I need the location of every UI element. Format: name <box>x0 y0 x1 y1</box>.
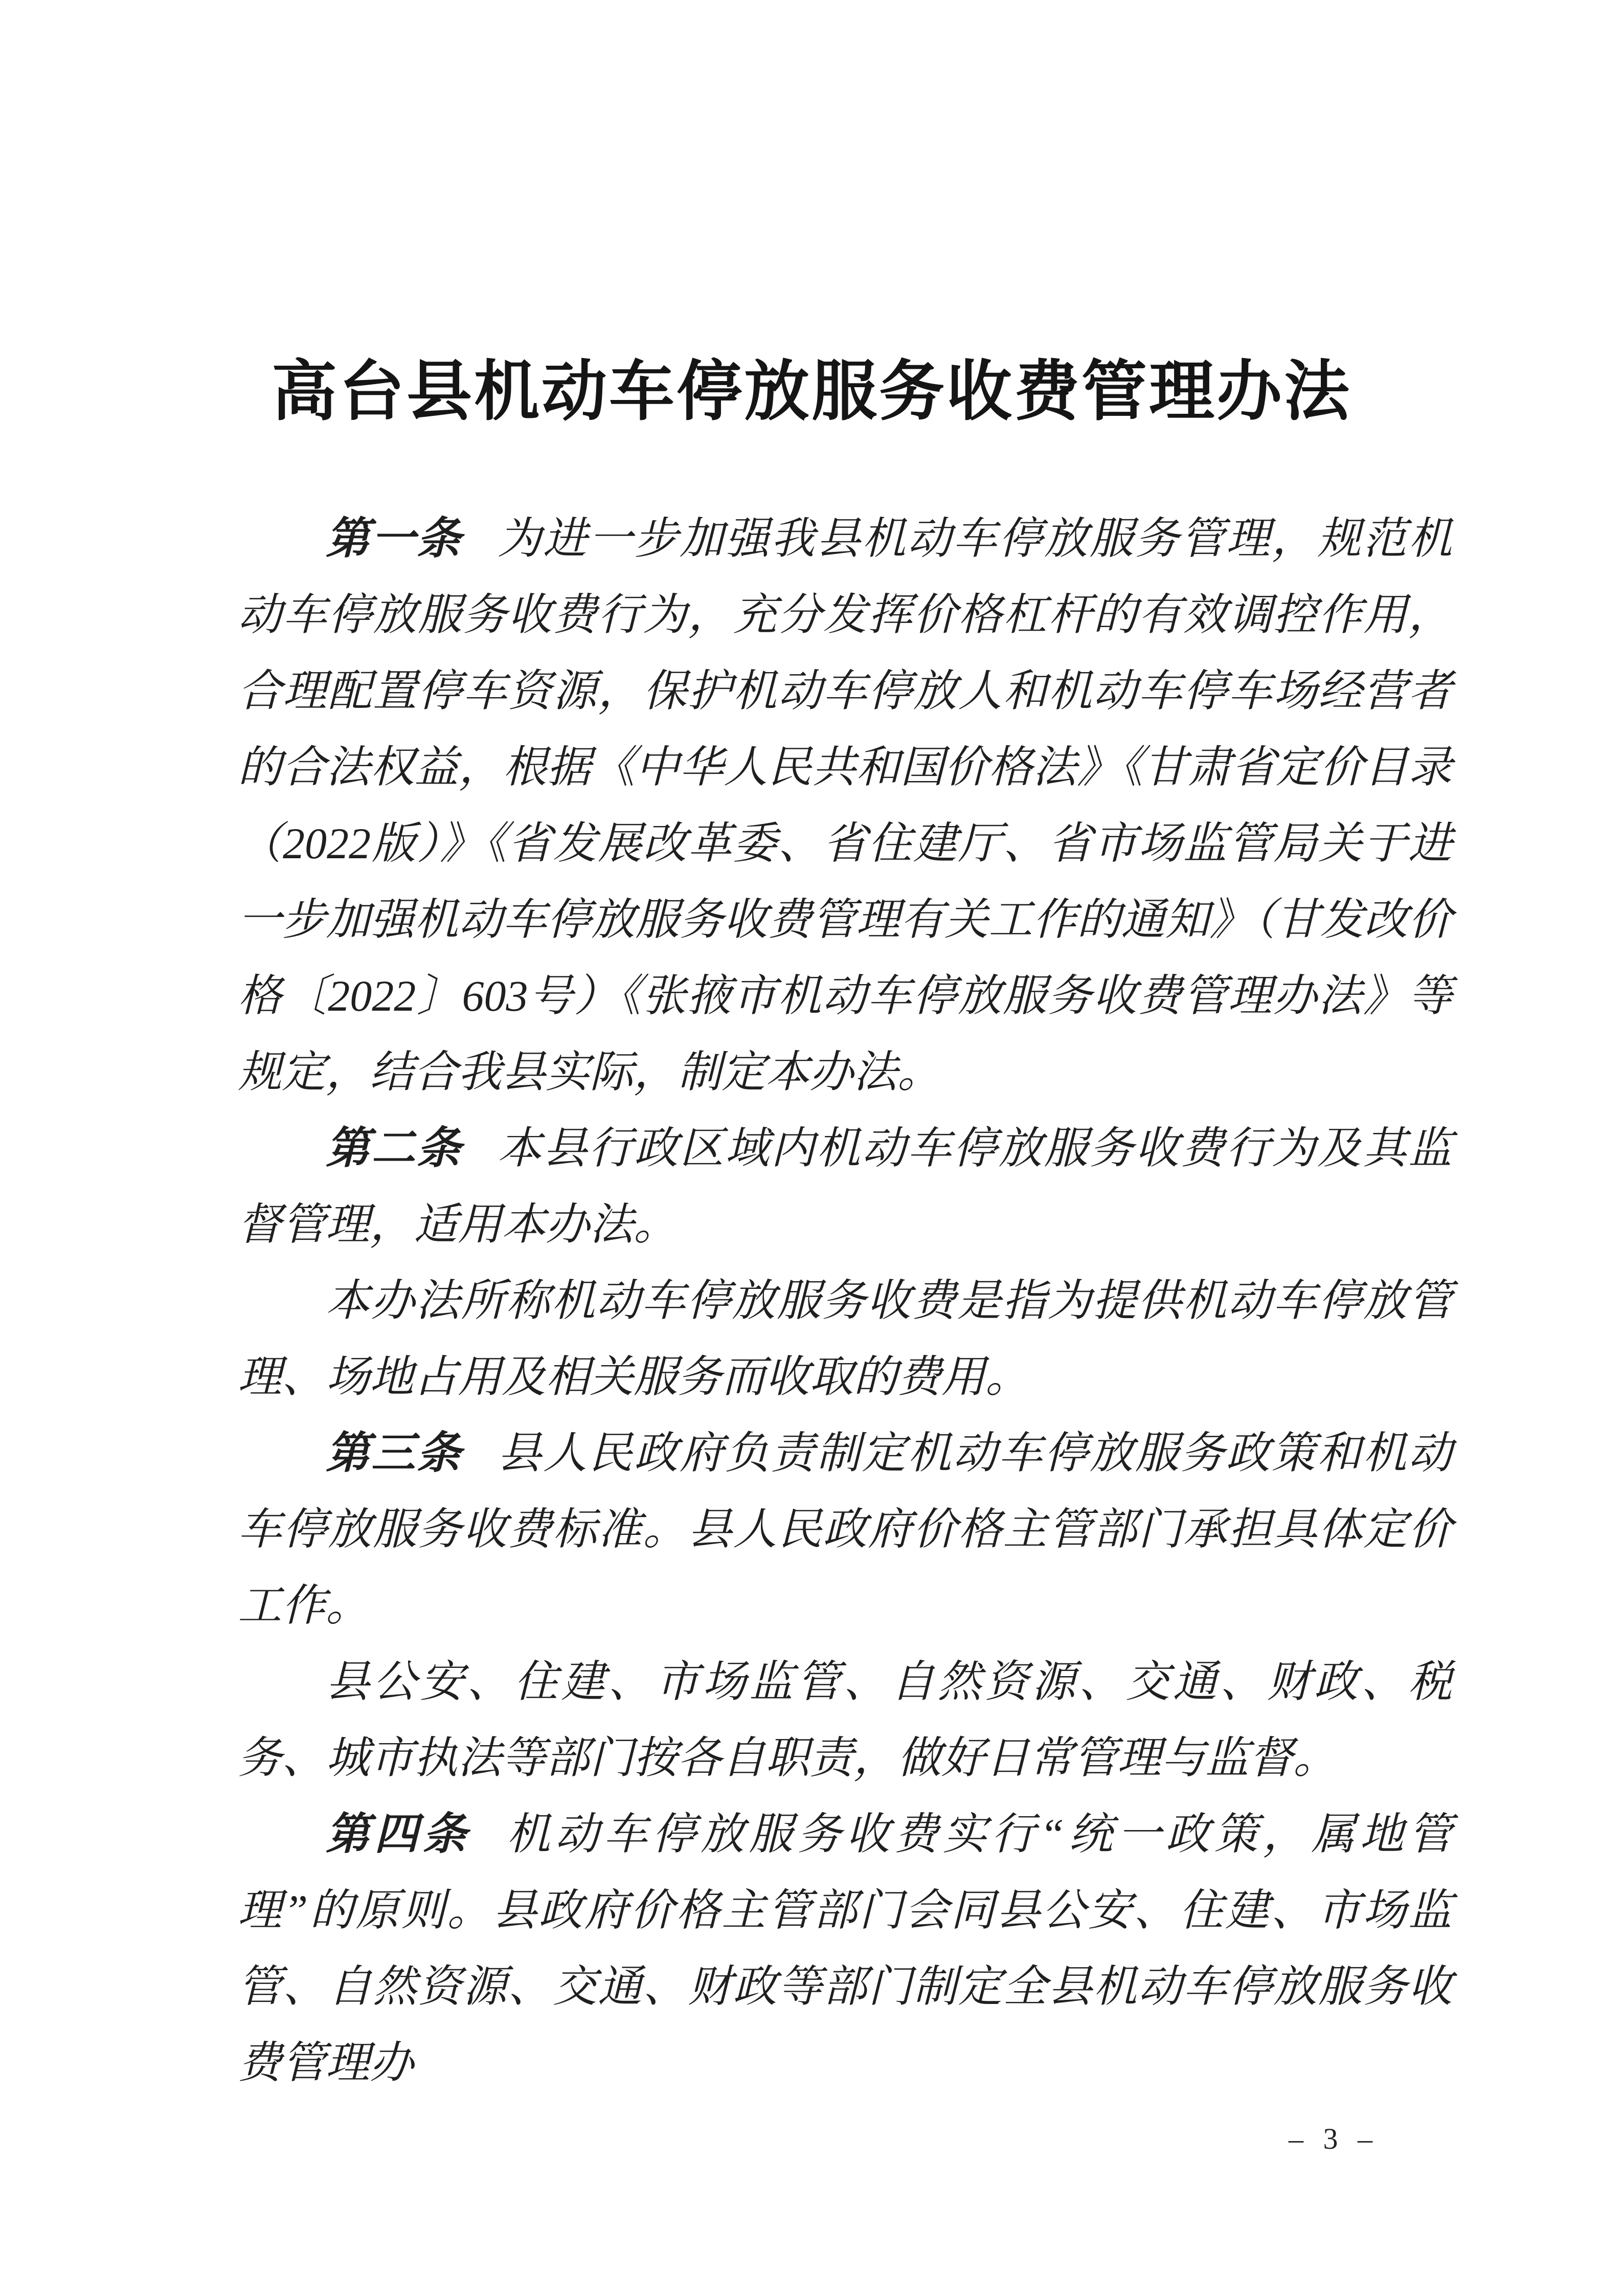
document-title: 高台县机动车停放服务收费管理办法 <box>271 355 1351 428</box>
article-4-label: 第四条 <box>326 1810 471 1859</box>
paragraph-article-3-continuation <box>238 1644 1452 1796</box>
paragraph-article-3 <box>238 1415 1452 1644</box>
article-3-continuation-text: 县公安、住建、市场监管、自然资源、交通、财政、税务、城市执法等部门按各自职责，做好日常管理与监督。 <box>238 1657 1452 1782</box>
article-2-text: 本县行政区域内机动车停放服务收费行为及其监督管理，适用本办法。 <box>238 1124 1453 1249</box>
page-number: – 3 – <box>1289 2122 1379 2155</box>
article-1-text: 为进一步加强我县机动车停放服务管理，规范机动车停放服务收费行为，充分发挥价格杠杆的有效调控作用，合理配置停车资源，保护机动车停放人和机动车停车场经营者的合法权益，根据《中华人民共和国价格法》《甘肃省定价目录（2022版）》《省发展改革委、省住建厅、省市场监管局关于进一步加强机动车停放服务收费管理有关工作的通知》（甘发改价格〔2022〕603号）《张掖市机动车停放服务收费管理办法》等规定，结合我县实际，制定本办法。 <box>238 514 1453 1097</box>
article-2-label: 第二条 <box>326 1124 463 1173</box>
paragraph-article-2 <box>238 1110 1452 1263</box>
article-2-continuation-text: 本办法所称机动车停放服务收费是指为提供机动车停放管理、场地占用及相关服务而收取的费用。 <box>238 1276 1452 1401</box>
article-3-text: 县人民政府负责制定机动车停放服务政策和机动车停放服务收费标准。县人民政府价格主管部门承担具体定价工作。 <box>238 1429 1453 1630</box>
paragraph-article-1 <box>238 501 1452 1110</box>
document-body <box>238 501 1452 2101</box>
article-3-label: 第三条 <box>326 1429 463 1478</box>
paragraph-article-2-continuation <box>238 1263 1452 1415</box>
article-4-text: 机动车停放服务收费实行“统一政策，属地管理”的原则。县政府价格主管部门会同县公安、住建、市场监管、自然资源、交通、财政等部门制定全县机动车停放服务收费管理办 <box>238 1810 1452 2087</box>
article-1-label: 第一条 <box>326 514 463 563</box>
paragraph-article-4 <box>238 1796 1452 2101</box>
